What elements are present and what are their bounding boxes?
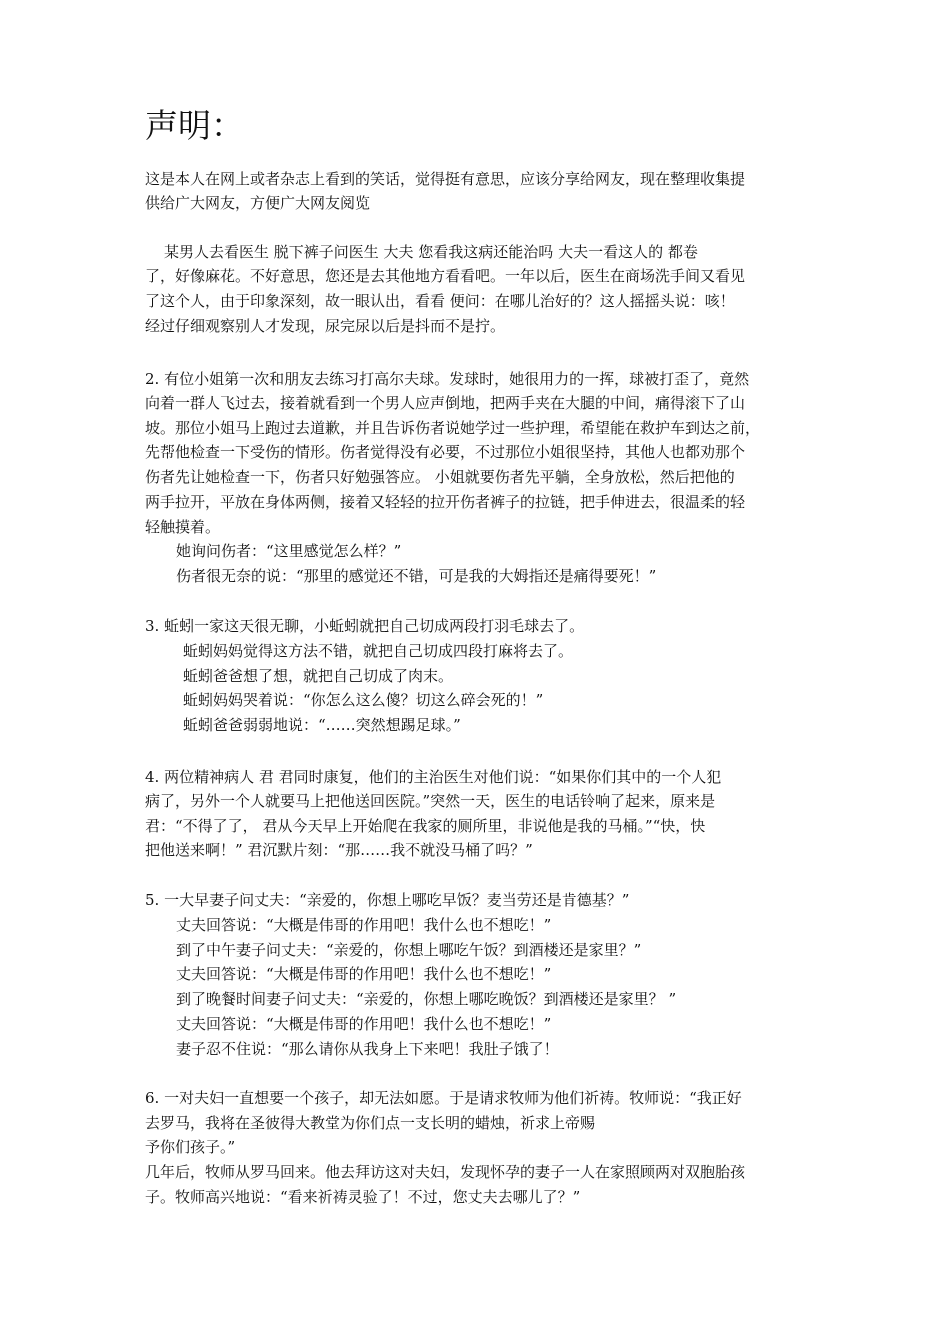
joke2-line: 轻触摸着。 [145,518,221,536]
joke5-line: 丈夫回答说：“大概是伟哥的作用吧！我什么也不想吃！” [176,1015,552,1033]
joke1-line: 了，好像麻花。不好意思，您还是去其他地方看看吧。一年以后，医生在商场洗手间又看见 [145,267,746,285]
joke5-line: 妻子忍不住说：“那么请你从我身上下来吧！我肚子饿了！ [176,1040,559,1058]
joke2-line: 两手拉开，平放在身体两侧，接着又轻轻的拉开伤者裤子的拉链，把手伸进去，很温柔的轻 [145,493,746,511]
intro-line: 供给广大网友，方便广大网友阅览 [145,194,371,212]
page-title: 声明： [145,106,244,145]
joke3-line: 蚯蚓妈妈哭着说：“你怎么这么傻？切这么碎会死的！” [183,691,544,709]
joke3-line: 蚯蚓妈妈觉得这方法不错，就把自己切成四段打麻将去了。 [183,642,574,660]
joke2-line: 她询问伤者：“这里感觉怎么样？” [176,542,402,560]
joke3-line: 蚯蚓爸爸弱弱地说：“……突然想踢足球。” [183,716,461,734]
joke6-line: 予你们孩子。” [145,1138,236,1156]
joke3-line: 3. 蚯蚓一家这天很无聊，小蚯蚓就把自己切成两段打羽毛球去了。 [145,617,585,635]
joke6-line: 6. 一对夫妇一直想要一个孩子，却无法如愿。于是请求牧师为他们祈祷。牧师说：“我正好 [145,1089,742,1107]
joke1-line: 某男人去看医生 脱下裤子问医生 大夫 您看我这病还能治吗 大夫一看这人的 都卷 [164,243,698,261]
joke5-line: 丈夫回答说：“大概是伟哥的作用吧！我什么也不想吃！” [176,965,552,983]
joke6-line: 几年后，牧师从罗马回来。他去拜访这对夫妇，发现怀孕的妻子一人在家照顾两对双胞胎孩 [145,1163,746,1181]
joke1-line: 了这个人，由于印象深刻，故一眼认出，看看 便问：在哪儿治好的？这人摇摇头说：咳！ [145,292,735,310]
joke2-line: 伤者先让她检查一下，伤者只好勉强答应。 小姐就要伤者先平躺，全身放松，然后把他的 [145,468,735,486]
joke2-line: 向着一群人飞过去，接着就看到一个男人应声倒地，把两手夹在大腿的中间，痛得滚下了山 [145,394,746,412]
joke4-line: 4. 两位精神病人 君 君同时康复，他们的主治医生对他们说：“如果你们其中的一个人犯 [145,768,722,786]
joke1-line: 经过仔细观察别人才发现，尿完尿以后是抖而不是拧。 [145,317,506,335]
joke5-line: 到了中午妻子问丈夫：“亲爱的，你想上哪吃午饭？到酒楼还是家里？” [176,941,642,959]
joke6-line: 子。牧师高兴地说：“看来祈祷灵验了！不过，您丈夫去哪儿了？” [145,1188,581,1206]
joke3-line: 蚯蚓爸爸想了想，就把自己切成了肉末。 [183,667,454,685]
joke4-line: 君：“不得了了， 君从今天早上开始爬在我家的厕所里，非说他是我的马桶。”“快，快 [145,817,706,835]
joke4-line: 病了，另外一个人就要马上把他送回医院。”突然一天，医生的电话铃响了起来，原来是 [145,792,716,810]
joke5-line: 5. 一大早妻子问丈夫：“亲爱的，你想上哪吃早饭？麦当劳还是肯德基？” [145,891,630,909]
joke2-line: 2. 有位小姐第一次和朋友去练习打高尔夫球。发球时，她很用力的一挥，球被打歪了，竟然 [145,370,750,388]
joke2-line: 坡。那位小姐马上跑过去道歉，并且告诉伤者说她学过一些护理，希望能在救护车到达之前， [145,419,761,437]
intro-line: 这是本人在网上或者杂志上看到的笑话，觉得挺有意思，应该分享给网友，现在整理收集提 [145,170,746,188]
joke5-line: 丈夫回答说：“大概是伟哥的作用吧！我什么也不想吃！” [176,916,552,934]
joke2-line: 先帮他检查一下受伤的情形。伤者觉得没有必要，不过那位小姐很坚持，其他人也都劝那个 [145,443,746,461]
joke4-line: 把他送来啊！” 君沉默片刻：“那……我不就没马桶了吗？” [145,841,533,859]
joke5-line: 到了晚餐时间妻子问丈夫：“亲爱的，你想上哪吃晚饭？到酒楼还是家里？ ” [176,990,677,1008]
joke6-line: 去罗马，我将在圣彼得大教堂为你们点一支长明的蜡烛，祈求上帝赐 [145,1114,596,1132]
joke2-line: 伤者很无奈的说：“那里的感觉还不错，可是我的大姆指还是痛得要死！” [176,567,657,585]
